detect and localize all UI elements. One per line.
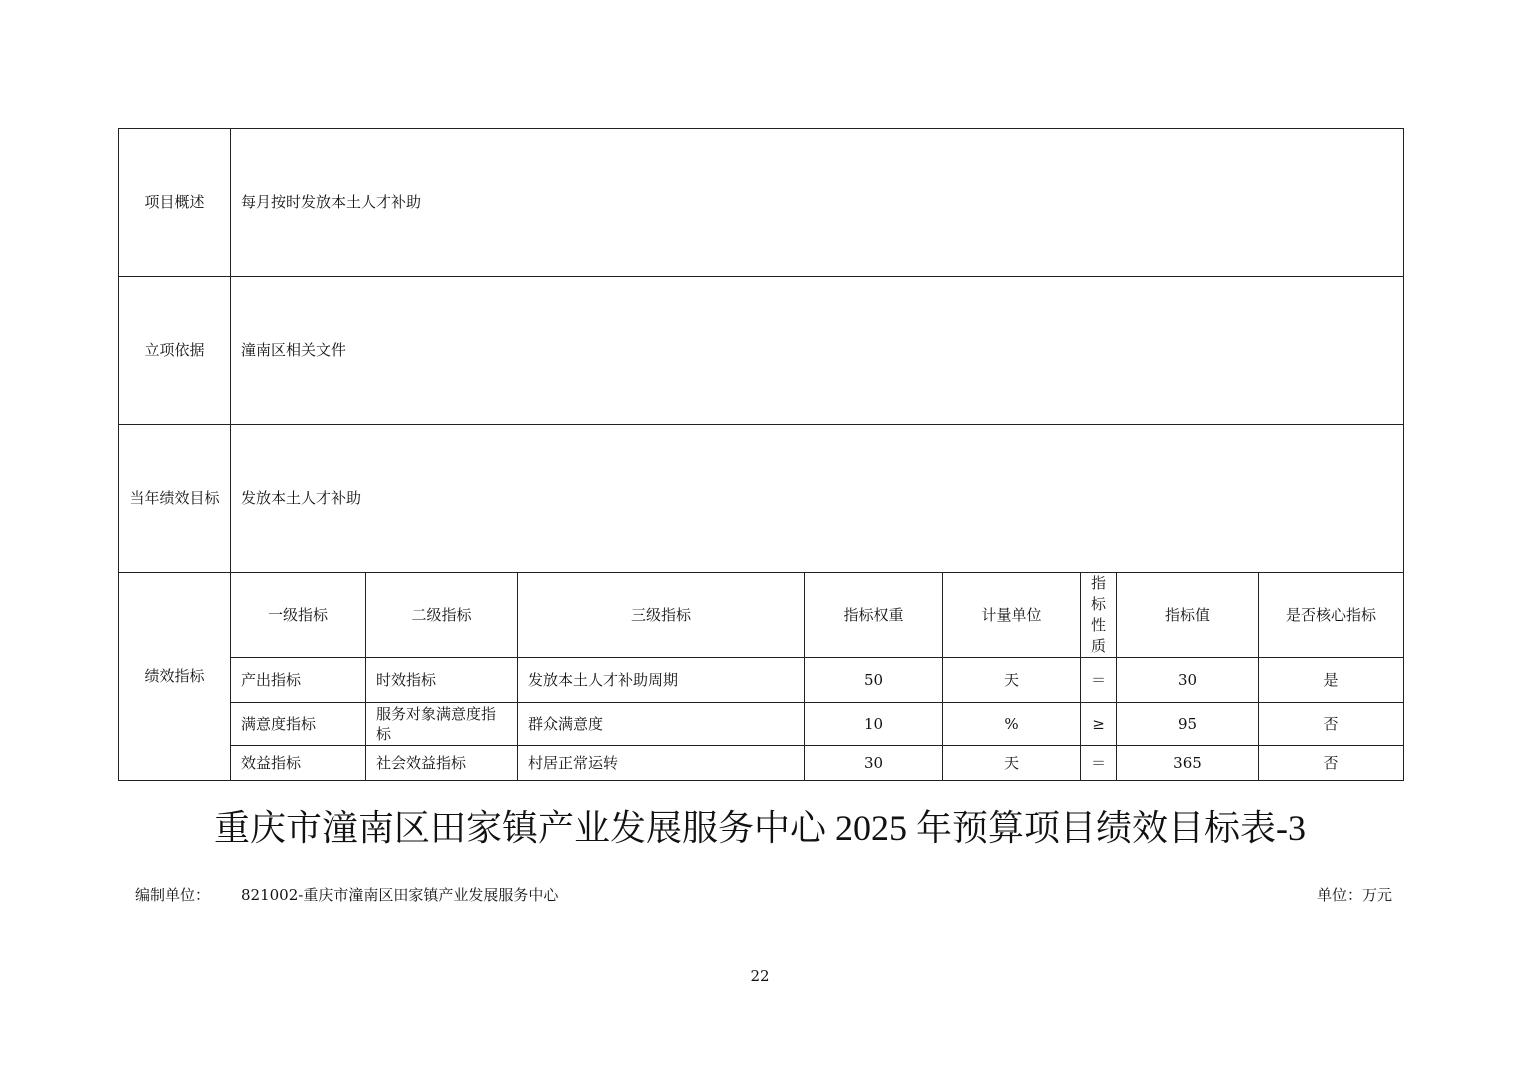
page-number: 22 xyxy=(750,967,770,985)
unit-note: 单位：万元 xyxy=(1316,886,1392,904)
title-part1: 重庆市潼南区田家镇产业发展服务中心 xyxy=(213,808,826,849)
indicator-header-row xyxy=(119,573,1404,658)
compiler-value: 821002-重庆市潼南区田家镇产业发展服务中心 xyxy=(241,886,559,904)
row-weight: 10 xyxy=(805,703,943,746)
row-level1: 产出指标 xyxy=(231,658,366,703)
overview-row xyxy=(119,129,1404,277)
header-value: 指标值 xyxy=(1117,573,1259,658)
basis-label: 立项依据 xyxy=(119,277,231,425)
header-nature xyxy=(1081,573,1117,658)
header-level3: 三级指标 xyxy=(518,573,805,658)
title-suffix: -3 xyxy=(1276,808,1307,848)
row-level3: 群众满意度 xyxy=(518,703,805,746)
row-core: 是 xyxy=(1259,658,1404,703)
row-core: 否 xyxy=(1259,746,1404,781)
title-year: 2025 xyxy=(826,808,916,848)
header-unit: 计量单位 xyxy=(943,573,1081,658)
row-value: 365 xyxy=(1117,746,1259,781)
compiler-label: 编制单位： xyxy=(135,886,211,904)
header-core: 是否核心指标 xyxy=(1259,573,1404,658)
row-value: 30 xyxy=(1117,658,1259,703)
overview-value: 每月按时发放本土人才补助 xyxy=(231,129,1404,277)
row-level2: 社会效益指标 xyxy=(366,746,518,781)
row-unit: % xyxy=(943,703,1081,746)
row-level3: 村居正常运转 xyxy=(518,746,805,781)
row-level2: 服务对象满意度指标 xyxy=(366,703,518,746)
header-weight: 指标权重 xyxy=(805,573,943,658)
annual-goal-label: 当年绩效目标 xyxy=(119,425,231,573)
row-level1: 满意度指标 xyxy=(231,703,366,746)
document-title xyxy=(0,800,1520,851)
row-unit: 天 xyxy=(943,746,1081,781)
header-nature-text: 指标性质 xyxy=(1091,574,1107,655)
row-value: 95 xyxy=(1117,703,1259,746)
basis-value: 潼南区相关文件 xyxy=(231,277,1404,425)
title-part2: 年预算项目绩效目标表 xyxy=(916,808,1277,849)
table-row xyxy=(119,746,1404,781)
header-level2: 二级指标 xyxy=(366,573,518,658)
row-weight: 30 xyxy=(805,746,943,781)
header-level1: 一级指标 xyxy=(231,573,366,658)
row-core: 否 xyxy=(1259,703,1404,746)
basis-row xyxy=(119,277,1404,425)
row-nature: ＝ xyxy=(1081,658,1117,703)
annual-goal-value: 发放本土人才补助 xyxy=(231,425,1404,573)
performance-target-table xyxy=(118,128,1404,781)
row-level1: 效益指标 xyxy=(231,746,366,781)
row-level3: 发放本土人才补助周期 xyxy=(518,658,805,703)
row-unit: 天 xyxy=(943,658,1081,703)
row-level2: 时效指标 xyxy=(366,658,518,703)
row-nature: ＝ xyxy=(1081,746,1117,781)
row-nature: ≥ xyxy=(1081,703,1117,746)
table-row xyxy=(119,703,1404,746)
overview-label: 项目概述 xyxy=(119,129,231,277)
table-row xyxy=(119,658,1404,703)
annual-goal-row xyxy=(119,425,1404,573)
row-weight: 50 xyxy=(805,658,943,703)
indicators-label: 绩效指标 xyxy=(119,573,231,781)
